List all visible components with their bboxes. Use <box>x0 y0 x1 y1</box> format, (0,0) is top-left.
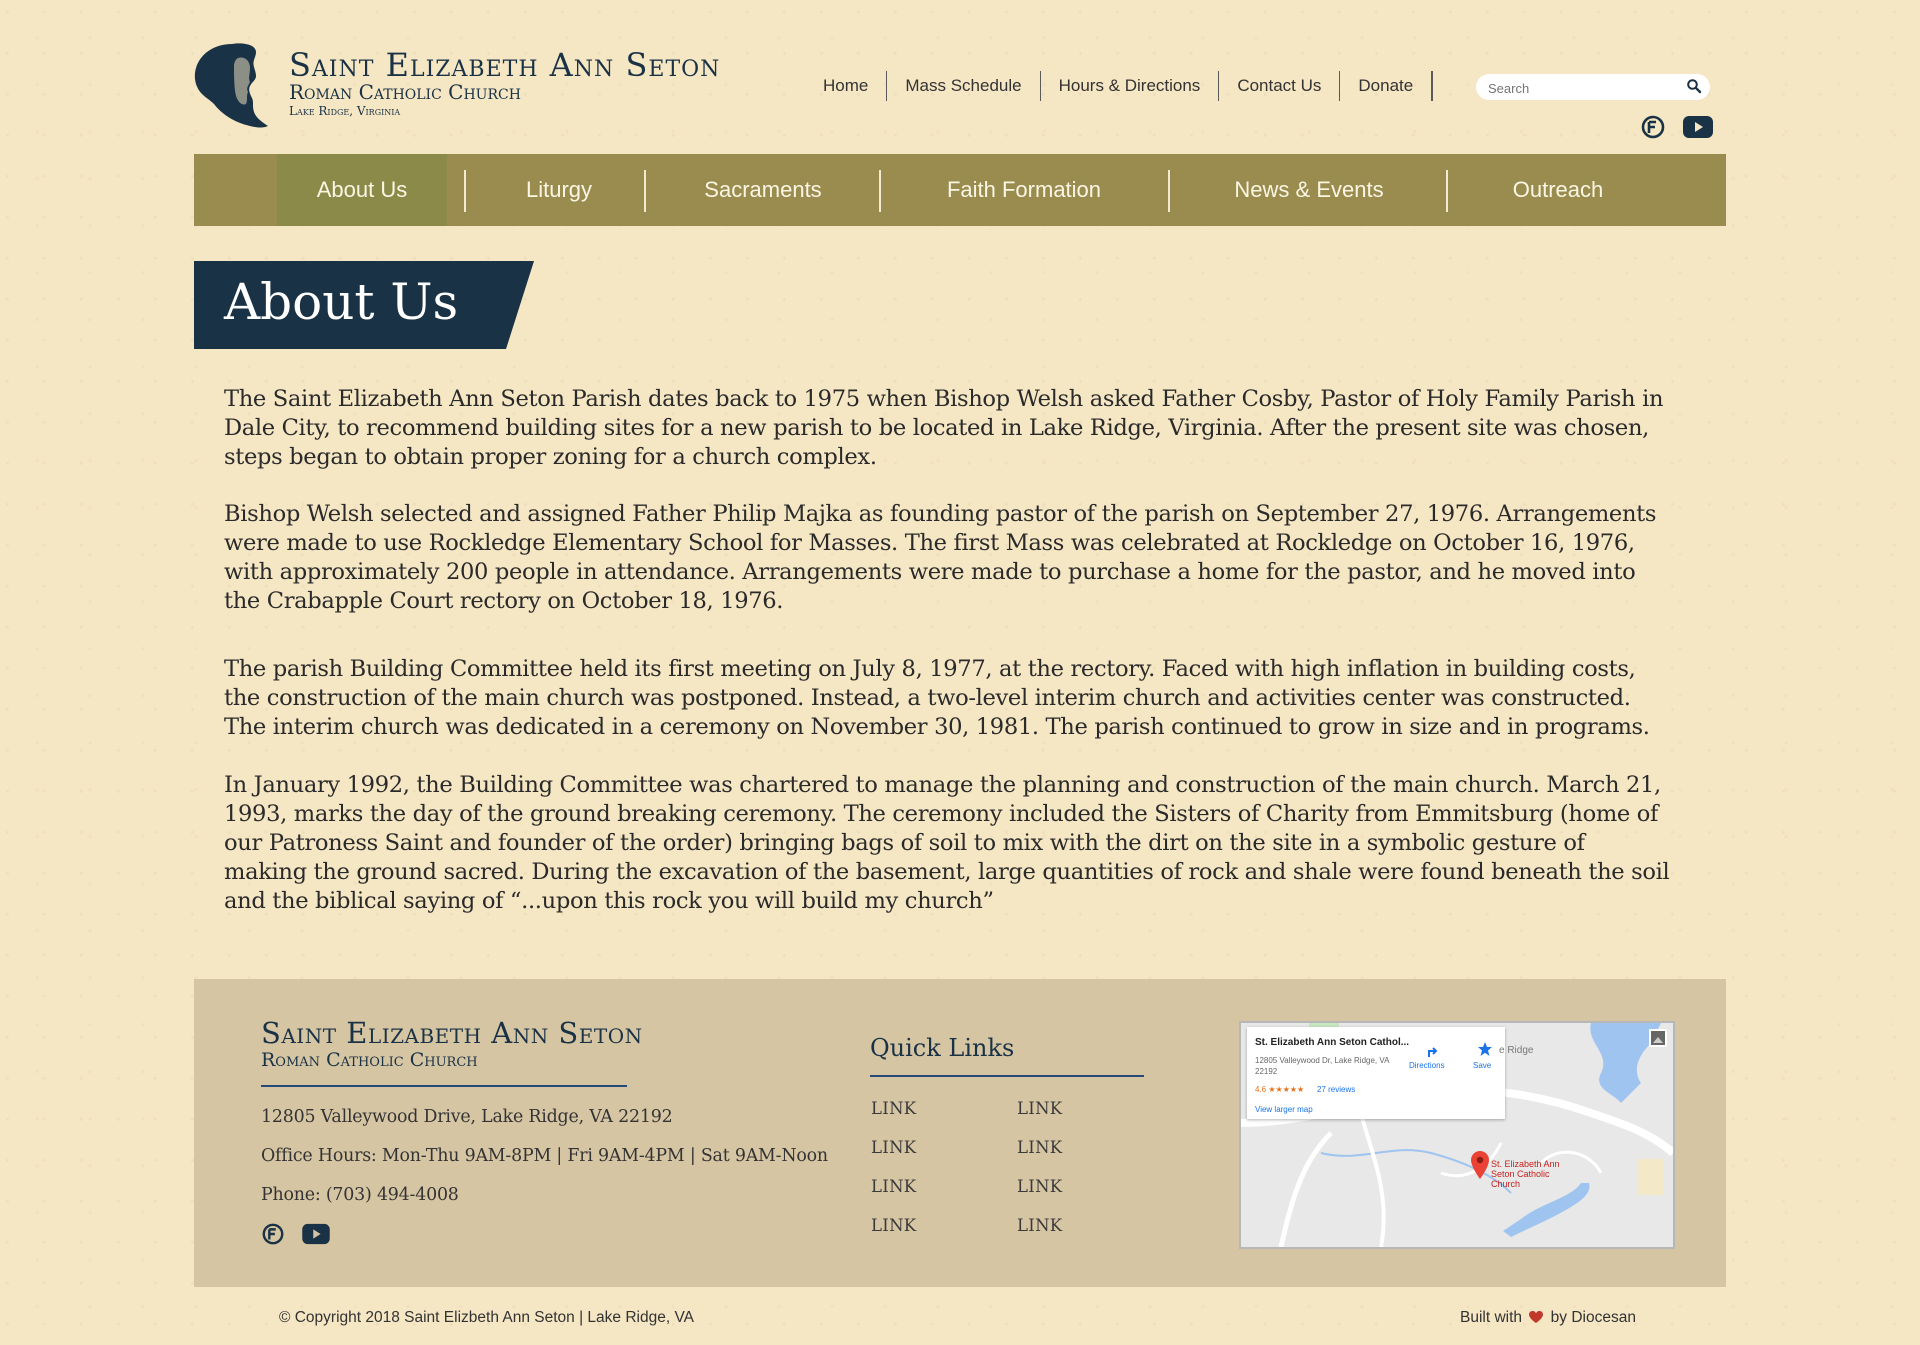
topnav-mass-schedule[interactable]: Mass Schedule <box>886 71 1039 101</box>
footer-subtitle: Roman Catholic Church <box>261 1049 478 1071</box>
built-with <box>1460 1309 1636 1329</box>
map-place-name: St. Elizabeth Ann Seton Cathol... <box>1255 1037 1410 1048</box>
header-social <box>1640 114 1714 145</box>
map-place-address: 12805 Valleywood Dr, Lake Ridge, VA 22192 <box>1255 1056 1390 1076</box>
mainnav-liturgy[interactable]: Liturgy <box>525 177 593 202</box>
quick-links-title: Quick Links <box>870 1034 1015 1062</box>
map-road-label: e Ridge <box>1499 1045 1534 1056</box>
footer-office-hours: Office Hours: Mon-Thu 9AM-8PM | Fri 9AM-4PM | Sat 9AM-Noon <box>261 1146 828 1166</box>
youtube-icon[interactable] <box>1682 115 1714 144</box>
top-nav <box>805 70 1433 102</box>
mainnav-about-us[interactable]: About Us <box>277 154 447 226</box>
expand-icon[interactable] <box>1649 1029 1667 1052</box>
topnav-donate[interactable]: Donate <box>1339 71 1431 101</box>
site-subtitle: Roman Catholic Church <box>289 80 521 104</box>
topnav-divider <box>1431 71 1433 101</box>
quick-link[interactable]: LINK <box>871 1216 917 1235</box>
flocknote-icon[interactable] <box>1640 114 1666 145</box>
map-marker-label: St. Elizabeth Ann Seton Catholic Church <box>1491 1159 1560 1189</box>
site-location: Lake Ridge, Virginia <box>289 104 401 118</box>
topnav-contact-us[interactable]: Contact Us <box>1218 71 1339 101</box>
search-box <box>1476 74 1710 100</box>
paragraph: The Saint Elizabeth Ann Seton Parish dates back to 1975 when Bishop Welsh asked Father Cosby, Pastor of Holy Family Parish in Dale City, to recommend building sites for a new parish to be located in Lake Ridge, Virginia. After the present site was chosen, steps began to obtain proper zoning for a church complex. <box>224 386 1664 470</box>
paragraph: In January 1992, the Building Committee was chartered to manage the planning and construction of the main church. March 21, 1993, marks the day of the ground breaking ceremony. The ceremony included the Sisters of Charity from Emmitsburg (home of our Patroness Saint and founder of the order) bringing bags of soil to mix with the dirt on the site in a symbolic gesture of making the ground sacred. During the excavation of the basement, large quantities of rock and shale were found beneath the soil and the biblical saying of “...upon this rock you will build my church” <box>224 772 1670 914</box>
search-icon[interactable] <box>1686 78 1702 99</box>
footer-title: Saint Elizabeth Ann Seton <box>261 1016 643 1050</box>
quick-link[interactable]: LINK <box>871 1099 917 1118</box>
map-view-larger-link[interactable]: View larger map <box>1255 1105 1313 1114</box>
quick-link[interactable]: LINK <box>1017 1216 1063 1235</box>
map-save-link[interactable]: Save <box>1473 1061 1492 1070</box>
mainnav-news-events[interactable]: News & Events <box>1234 177 1384 202</box>
map-reviews-link[interactable]: 27 reviews <box>1317 1085 1356 1094</box>
footer-phone: Phone: (703) 494-4008 <box>261 1185 459 1205</box>
quick-link[interactable]: LINK <box>871 1177 917 1196</box>
star-icon[interactable] <box>1477 1041 1493 1062</box>
seton-silhouette-icon <box>192 42 274 130</box>
built-with-text: Built with <box>1460 1309 1523 1326</box>
diocesan-link[interactable]: by Diocesan <box>1550 1309 1636 1326</box>
site-title: Saint Elizabeth Ann Seton <box>289 46 721 84</box>
site-logo[interactable] <box>192 40 722 130</box>
paragraph: The parish Building Committee held its first meeting on July 8, 1977, at the rectory. Faced with high inflation in building costs, the construction of the main church was postponed. Instead, a two-level interim church and activities center was constructed. The interim church was dedicated in a ceremony on November 30, 1981. The parish continued to grow in size and in programs. <box>224 656 1650 740</box>
mainnav-outreach[interactable]: Outreach <box>1512 177 1604 202</box>
quick-link[interactable]: LINK <box>1017 1099 1063 1118</box>
heart-icon <box>1528 1310 1544 1329</box>
quick-link[interactable]: LINK <box>871 1138 917 1157</box>
mainnav-faith-formation[interactable]: Faith Formation <box>946 177 1102 202</box>
quick-link[interactable]: LINK <box>1017 1177 1063 1196</box>
map-rating: 4.6 ★★★★★ <box>1255 1085 1305 1094</box>
site-footer <box>194 979 1726 1287</box>
paragraph: Bishop Welsh selected and assigned Father Philip Majka as founding pastor of the parish on September 27, 1976. Arrangements were made to use Rockledge Elementary School for Masses. The first Mass was celebrated at Rockledge on October 16, 1976, with approximately 200 people in attendance. Arrangements were made to purchase a home for the pastor, and he moved into the Crabapple Court rectory on October 18, 1976. <box>224 501 1657 614</box>
search-input[interactable] <box>1486 77 1680 99</box>
map-place-card <box>1247 1027 1505 1119</box>
footer-divider <box>261 1085 627 1087</box>
topnav-hours-directions[interactable]: Hours & Directions <box>1040 71 1219 101</box>
page-title: About Us <box>224 273 459 331</box>
footer-address: 12805 Valleywood Drive, Lake Ridge, VA 22192 <box>261 1107 673 1127</box>
main-nav <box>194 154 1726 226</box>
topnav-home[interactable]: Home <box>823 76 869 95</box>
map-pin-icon[interactable] <box>1471 1151 1489 1184</box>
quick-links-divider <box>870 1075 1144 1077</box>
footer-social <box>261 1222 331 1251</box>
quick-link[interactable]: LINK <box>1017 1138 1063 1157</box>
youtube-icon[interactable] <box>301 1223 331 1250</box>
page-title-banner <box>194 261 534 349</box>
flocknote-icon[interactable] <box>261 1222 285 1251</box>
copyright-text: © Copyright 2018 Saint Elizbeth Ann Seton | Lake Ridge, VA <box>279 1309 694 1326</box>
map-directions-link[interactable]: Directions <box>1409 1061 1445 1070</box>
mainnav-sacraments[interactable]: Sacraments <box>704 177 822 202</box>
embedded-map[interactable] <box>1239 1021 1675 1249</box>
